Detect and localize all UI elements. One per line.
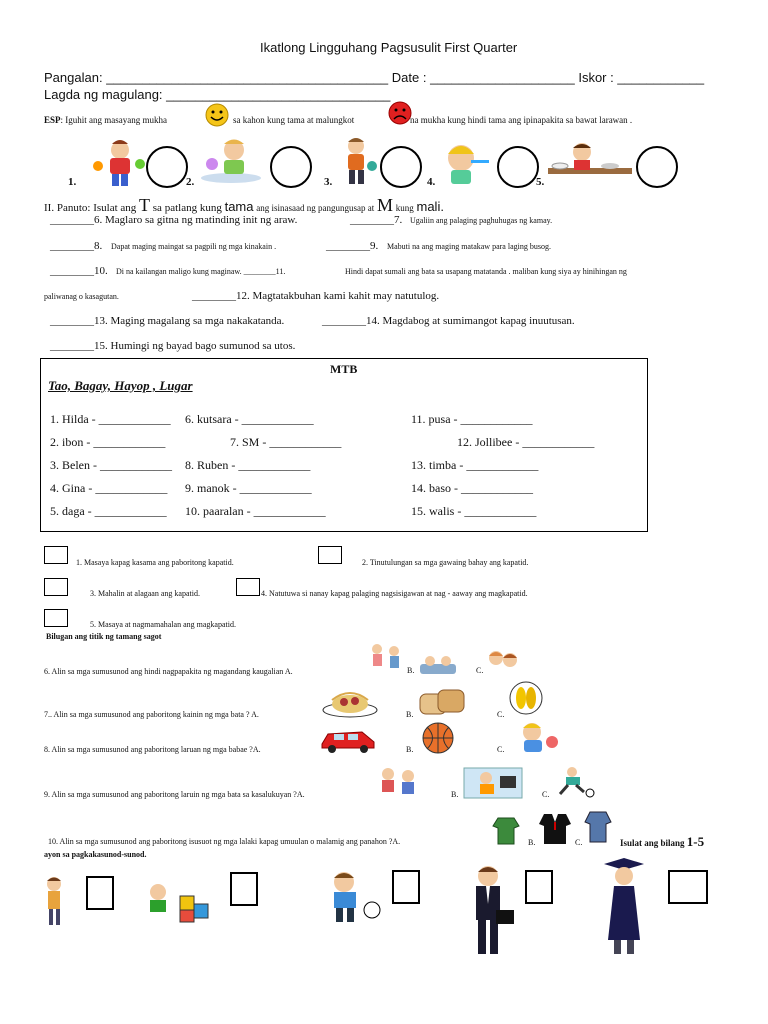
smiley-face-icon xyxy=(205,103,229,127)
children-holding-hands-picture[interactable] xyxy=(368,642,404,676)
date-label: Date : xyxy=(391,70,427,85)
sign-label: Lagda ng magulang: xyxy=(44,87,163,102)
esp-number-3: 3. xyxy=(324,176,333,188)
mtb-item: 1. Hilda - ____________ xyxy=(50,412,171,426)
esp-instruction-b: sa kahon kung tama at malungkot xyxy=(233,115,355,125)
sequence-box-5[interactable] xyxy=(668,870,708,904)
item-10-11-text: Di na kailangan maligo kung maginaw. ________11. xyxy=(116,267,286,276)
question-10: 10. Alin sa mga sumusunod ang paboritong isusuot ng mga lalaki kapag umuulan o malamig ang panahon ?A. xyxy=(48,837,401,846)
graduate-picture xyxy=(594,858,654,958)
choice-b-label[interactable]: B. xyxy=(406,745,414,754)
answer-box-3[interactable] xyxy=(44,578,68,596)
mtb-item: 12. Jollibee - ____________ xyxy=(457,435,595,449)
name-label: Pangalan: xyxy=(44,70,103,85)
esp-number-4: 4. xyxy=(427,176,436,188)
item-15: ________15. Humingi ng bayad bago sumunod sa utos. xyxy=(50,340,296,352)
choice-c-label[interactable]: C. xyxy=(542,790,550,799)
mtb-item: 15. walis - ____________ xyxy=(411,504,537,518)
question-6: 6. Alin sa mga sumusunod ang hindi nagpapakita ng magandang kaugalian A. xyxy=(44,667,293,676)
sad-face-icon xyxy=(388,101,412,125)
mtb-item: 7. SM - ____________ xyxy=(230,435,342,449)
isulat-instruction-cont: ayon sa pagkakasunod-sunod. xyxy=(44,850,147,859)
child-with-blocks-picture xyxy=(140,878,220,924)
question-9: 9. Alin sa mga sumusunod ang paboritong laruin ng mga bata sa kasalukuyan ?A. xyxy=(44,790,305,799)
choice-b-label[interactable]: B. xyxy=(407,666,415,675)
question-7: 7.. Alin sa mga sumusunod ang paboritong kainin ng mga bata ? A. xyxy=(44,710,259,719)
bread-picture[interactable] xyxy=(418,686,466,716)
mtb-item: 10. paaralan - ____________ xyxy=(185,504,326,518)
mtb-heading: MTB xyxy=(330,362,358,376)
ap-item-5: 5. Masaya at nagmamahalan ang magkapatid. xyxy=(90,620,236,629)
part2-instruction: II. Panuto: Isulat ang T sa patlang kung tama ang isinasaad ng pangungusap at M kung mali. xyxy=(44,195,444,215)
answer-circle-4[interactable] xyxy=(497,146,539,188)
toddler-walking-picture xyxy=(38,874,74,932)
sequence-box-1[interactable] xyxy=(86,876,114,910)
kids-group-picture[interactable] xyxy=(486,648,522,674)
mtb-item: 4. Gina - ____________ xyxy=(50,481,168,495)
letter-t: T xyxy=(139,195,151,215)
sequence-box-2[interactable] xyxy=(230,872,258,906)
mtb-item: 14. baso - ____________ xyxy=(411,481,533,495)
suit-picture[interactable] xyxy=(538,812,572,846)
esp-label: ESP xyxy=(44,115,61,125)
mtb-item: 11. pusa - ____________ xyxy=(411,412,533,426)
mtb-subheading: Tao, Bagay, Hayop , Lugar xyxy=(48,378,193,393)
mtb-item: 6. kutsara - ____________ xyxy=(185,412,314,426)
boy-eating-food-picture xyxy=(198,138,264,184)
item-8-text: Dapat maging maingat sa pagpili ng mga kinakain . xyxy=(111,242,277,251)
date-field[interactable]: ____________________ xyxy=(430,70,575,85)
esp-instruction: ESP: Iguhit ang masayang mukha xyxy=(44,115,167,125)
item-9-blank: ________9. xyxy=(326,240,379,252)
item-13: ________13. Maging magalang sa mga nakakatanda. xyxy=(50,315,285,327)
choice-b-label[interactable]: B. xyxy=(406,710,414,719)
item-7-text: Ugaliin ang palaging paghuhugas ng kamay. xyxy=(410,216,553,225)
mtb-item: 3. Belen - ____________ xyxy=(50,458,172,472)
esp-number-5: 5. xyxy=(536,176,545,188)
ap-item-1: 1. Masaya kapag kasama ang paboritong kapatid. xyxy=(76,558,234,567)
answer-circle-1[interactable] xyxy=(146,146,188,188)
score-field[interactable]: ____________ xyxy=(617,70,705,85)
mtb-item: 8. Ruben - ____________ xyxy=(185,458,311,472)
choice-c-label[interactable]: C. xyxy=(497,710,505,719)
denim-jacket-picture[interactable] xyxy=(584,810,612,844)
item-12: ________12. Magtatakbuhan kami kahit may natutulog. xyxy=(192,290,440,302)
mtb-item: 2. ibon - ____________ xyxy=(50,435,166,449)
item-7-blank: ________7. xyxy=(350,214,403,226)
item-11-text: Hindi dapat sumali ang bata sa usapang matatanda . maliban kung siya ay hinihingan ng xyxy=(345,267,627,276)
sequence-box-4[interactable] xyxy=(525,870,553,904)
esp-number-2: 2. xyxy=(186,176,195,188)
item-11-cont: paliwanag o kasagutan. xyxy=(44,292,119,301)
choice-c-label[interactable]: C. xyxy=(497,745,505,754)
bilugan-instruction: Bilugan ang titik ng tamang sagot xyxy=(46,632,162,641)
choice-b-label[interactable]: B. xyxy=(451,790,459,799)
basketball-picture[interactable] xyxy=(420,722,456,754)
ap-item-4: 4. Natutuwa si nanay kapag palaging nagsisigawan at nag - aaway ang magkapatid. xyxy=(261,589,528,598)
item-10-blank: ________10. xyxy=(50,265,108,277)
child-on-computer-picture[interactable] xyxy=(462,766,524,800)
toy-car-picture[interactable] xyxy=(318,724,378,754)
answer-circle-5[interactable] xyxy=(636,146,678,188)
ap-item-2: 2. Tinutulungan sa mga gawaing bahay ang kapatid. xyxy=(362,558,529,567)
answer-circle-3[interactable] xyxy=(380,146,422,188)
letter-m: M xyxy=(376,195,393,215)
people-talking-picture[interactable] xyxy=(418,654,458,676)
question-8: 8. Alin sa mga sumusunod ang paboritong laruan ng mga babae ?A. xyxy=(44,745,261,754)
boy-eating-at-table-picture xyxy=(548,138,632,186)
answer-box-2[interactable] xyxy=(318,546,342,564)
answer-box-1[interactable] xyxy=(44,546,68,564)
green-jacket-picture[interactable] xyxy=(492,816,520,846)
item-9-text: Mabuti na ang maging matakaw para laging busog. xyxy=(387,242,551,251)
mtb-item: 5. daga - ____________ xyxy=(50,504,167,518)
kids-playing-picture[interactable] xyxy=(376,766,422,798)
kid-playing-soccer-picture[interactable] xyxy=(550,766,596,798)
boy-with-soccer-ball-picture xyxy=(316,870,382,926)
boy-with-ball-picture xyxy=(334,136,380,188)
item-8-blank: ________8. xyxy=(50,240,103,252)
choice-b-label[interactable]: B. xyxy=(528,838,536,847)
spaghetti-picture[interactable] xyxy=(322,682,378,718)
girl-with-doll-picture[interactable] xyxy=(512,720,562,754)
sign-row xyxy=(44,87,390,102)
child-brushing-teeth-picture xyxy=(437,140,495,186)
name-row xyxy=(44,70,704,85)
choice-c-label[interactable]: C. xyxy=(476,666,484,675)
sequence-box-3[interactable] xyxy=(392,870,420,904)
isulat-instruction: Isulat ang bilang 1-5 xyxy=(620,834,705,849)
item-6: ________6. Maglaro sa gitna ng matinding init ng araw. xyxy=(50,214,298,226)
answer-box-5[interactable] xyxy=(44,609,68,627)
answer-box-4[interactable] xyxy=(236,578,260,596)
corn-picture[interactable] xyxy=(508,680,544,716)
page-title: Ikatlong Lingguhang Pagsusulit First Quarter xyxy=(260,40,518,55)
choice-c-label[interactable]: C. xyxy=(575,838,583,847)
ap-item-3: 3. Mahalin at alagaan ang kapatid. xyxy=(90,589,200,598)
boy-eating-candy-picture xyxy=(90,138,148,188)
esp-number-1: 1. xyxy=(68,176,77,188)
mtb-item: 9. manok - ____________ xyxy=(185,481,312,495)
answer-circle-2[interactable] xyxy=(270,146,312,188)
mtb-item: 13. timba - ____________ xyxy=(411,458,539,472)
score-label: Iskor : xyxy=(578,70,614,85)
item-14: ________14. Magdabog at sumimangot kapag inuutusan. xyxy=(322,315,575,327)
sign-field[interactable]: _______________________________ xyxy=(166,87,391,102)
businessman-picture xyxy=(460,864,518,958)
name-field[interactable]: _______________________________________ xyxy=(106,70,389,85)
esp-instruction-c: na mukha kung hindi tama ang ipinapakita sa bawat larawan . xyxy=(410,115,633,125)
